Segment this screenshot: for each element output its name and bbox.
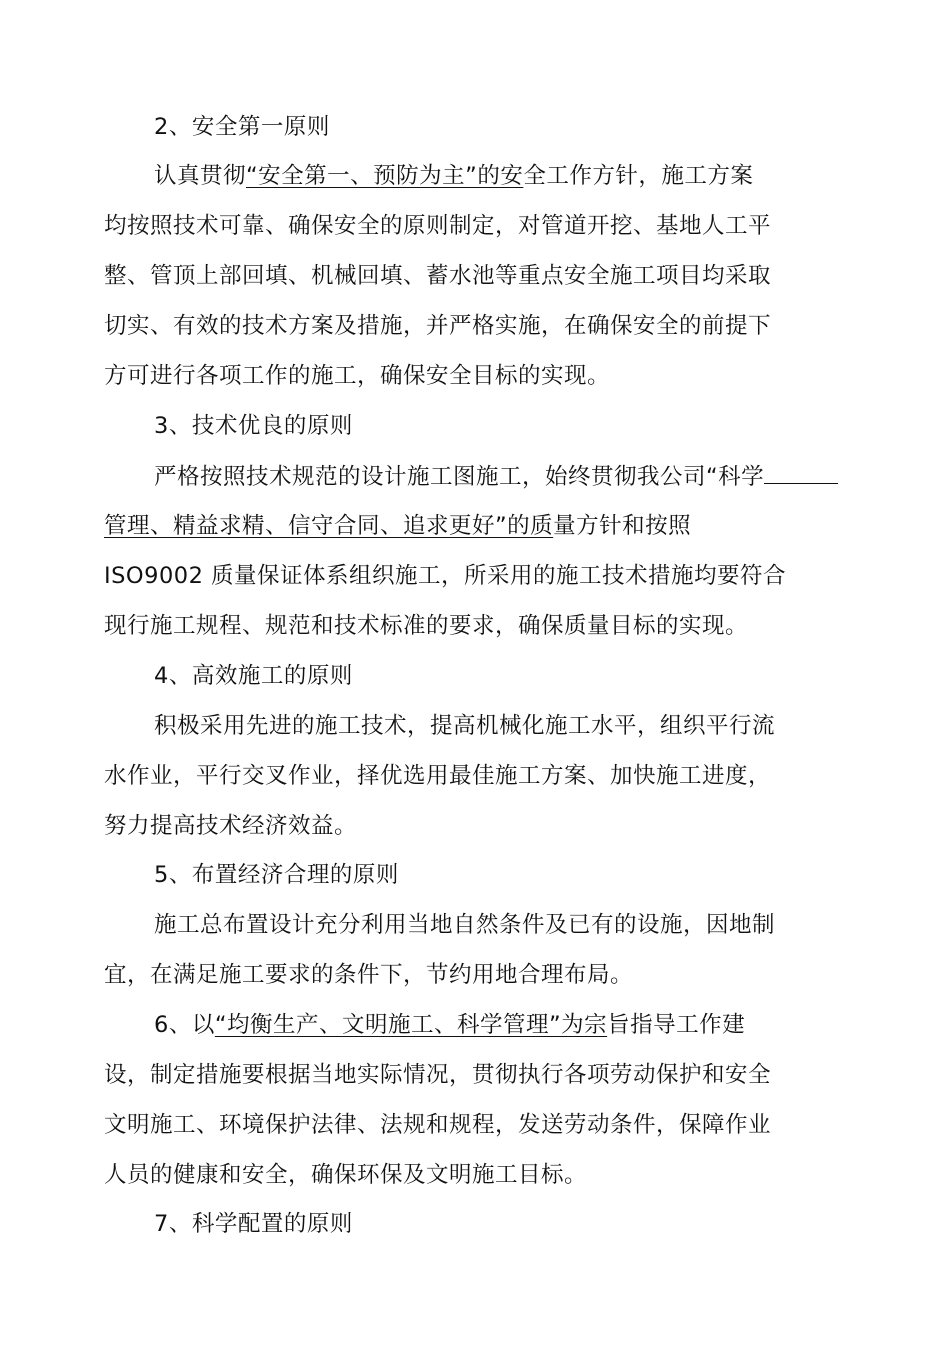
paragraph-line: 努力提高技术经济效益。 <box>104 813 358 839</box>
text-run: 严格按照技术规范的设计施工图施工，始终贯彻我公司“科学 <box>154 464 765 490</box>
heading-efficient-construction <box>154 659 353 693</box>
heading-text: 7、科学配置的原则 <box>154 1211 353 1237</box>
underlined-text: “安全第一、预防为主”的安 <box>246 163 524 189</box>
underlined-text: “均衡生产、文明施工、科学管理”为宗 <box>214 1012 608 1038</box>
underline-blank <box>764 459 838 484</box>
heading-safety-first <box>154 110 330 144</box>
paragraph-line: 人员的健康和安全，确保环保及文明施工目标。 <box>104 1162 588 1188</box>
paragraph-line: 积极采用先进的施工技术，提高机械化施工水平，组织平行流 <box>154 713 776 739</box>
heading-text: 3、技术优良的原则 <box>154 413 353 439</box>
heading-technical-quality <box>154 409 353 443</box>
heading-text: 5、布置经济合理的原则 <box>154 862 399 888</box>
heading-economic-layout <box>154 858 399 892</box>
text-run: 量方针和按照 <box>553 513 692 539</box>
heading-text: 2、安全第一原则 <box>154 114 330 140</box>
paragraph-line <box>154 1008 745 1042</box>
paragraph-line: 施工总布置设计充分利用当地自然条件及已有的设施，因地制 <box>154 912 776 938</box>
paragraph-line: 现行施工规程、规范和技术标准的要求，确保质量目标的实现。 <box>104 613 749 639</box>
paragraph-line: 均按照技术可靠、确保安全的原则制定，对管道开挖、基地人工平 <box>104 213 772 239</box>
paragraph-line: 切实、有效的技术方案及措施，并严格实施，在确保安全的前提下 <box>104 313 772 339</box>
paragraph-line: 宜，在满足施工要求的条件下，节约用地合理布局。 <box>104 962 634 988</box>
paragraph-line: 水作业，平行交叉作业，择优选用最佳施工方案、加快施工进度， <box>104 763 772 789</box>
paragraph-line: 整、管顶上部回填、机械回填、蓄水池等重点安全施工项目均采取 <box>104 263 772 289</box>
paragraph-line: 文明施工、环境保护法律、法规和规程，发送劳动条件，保障作业 <box>104 1112 772 1138</box>
paragraph-line: 方可进行各项工作的施工，确保安全目标的实现。 <box>104 363 611 389</box>
text-run: 旨指导工作建 <box>607 1012 746 1038</box>
paragraph-line <box>154 459 838 493</box>
text-run: 6、以 <box>154 1012 215 1038</box>
heading-scientific-allocation <box>154 1207 353 1241</box>
paragraph-line <box>154 159 753 193</box>
text-run: 认真贯彻 <box>154 163 247 189</box>
paragraph-line: 设，制定措施要根据当地实际情况，贯彻执行各项劳动保护和安全 <box>104 1062 772 1088</box>
underlined-text: 管理、精益求精、信守合同、追求更好”的质 <box>104 513 554 539</box>
heading-text: 4、高效施工的原则 <box>154 663 353 689</box>
paragraph-line <box>104 509 691 543</box>
paragraph-line: ISO9002 质量保证体系组织施工，所采用的施工技术措施均要符合 <box>104 563 787 589</box>
text-run: 全工作方针，施工方案 <box>523 163 754 189</box>
